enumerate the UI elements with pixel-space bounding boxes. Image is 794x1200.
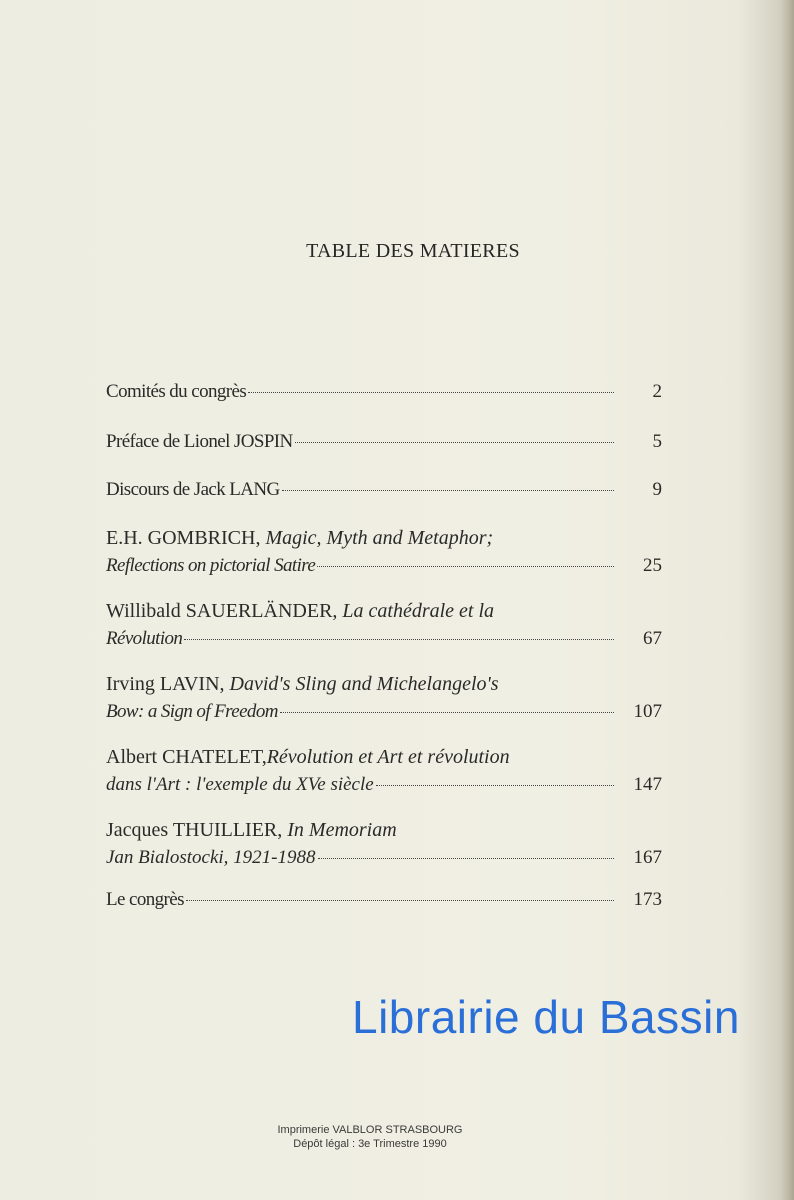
toc-entry-title-continued: Reflections on pictorial Satire <box>106 555 316 576</box>
page-title: TABLE DES MATIERES <box>306 240 520 262</box>
imprint <box>0 1123 740 1151</box>
toc-entry-title: La cathédrale et la <box>342 600 495 622</box>
toc-entry-discours <box>106 476 662 504</box>
dot-leader <box>317 566 614 567</box>
toc-page-number: 25 <box>643 555 662 576</box>
dot-leader <box>186 900 614 901</box>
toc-entry-lavin <box>106 670 662 726</box>
toc-entry-title-continued: Jan Bialostocki, 1921-1988 <box>106 847 316 868</box>
toc-page-number: 167 <box>633 847 662 868</box>
toc-page-number: 147 <box>633 774 662 795</box>
toc-entry-label: Comités du congrès <box>106 381 247 402</box>
toc-page-number: 67 <box>643 628 662 649</box>
toc-entry-title: David's Sling and Michelangelo's <box>229 673 499 695</box>
imprint-legal-deposit: Dépôt légal : 3e Trimestre 1990 <box>293 1138 447 1150</box>
page-edge-shadow <box>780 0 794 1200</box>
toc-page-number: 173 <box>633 889 662 910</box>
dot-leader <box>282 490 614 491</box>
dot-leader <box>318 858 615 859</box>
toc-page-number: 5 <box>652 431 662 452</box>
toc-entry-title-continued: Révolution <box>106 628 183 649</box>
imprint-printer: Imprimerie VALBLOR STRASBOURG <box>277 1124 463 1136</box>
toc-entry-author: Jacques THUILLIER, <box>106 819 283 841</box>
dot-leader <box>295 442 614 443</box>
toc-entry-sauerlander <box>106 597 662 653</box>
toc-entry-title: Magic, Myth and Metaphor; <box>265 527 494 549</box>
toc-entry-label: Le congrès <box>106 889 184 910</box>
dot-leader <box>376 785 614 786</box>
toc-entry-title: Révolution et Art et révolution <box>266 746 510 768</box>
toc-entry-le-congres <box>106 886 662 914</box>
toc-entry-comites <box>106 378 662 406</box>
toc-entry-thuillier <box>106 816 662 872</box>
toc-entry-author: Willibald SAUERLÄNDER, <box>106 600 338 622</box>
toc-page-number: 107 <box>633 701 662 722</box>
toc-entry-chatelet <box>106 743 662 799</box>
toc-entry-author: E.H. GOMBRICH, <box>106 527 261 549</box>
toc-entry-label: Préface de Lionel JOSPIN <box>106 431 293 452</box>
toc-entry-author: Irving LAVIN, <box>106 673 225 695</box>
toc-entry-title-continued: dans l'Art : l'exemple du XVe siècle <box>106 774 374 795</box>
toc-entry-gombrich <box>106 524 662 580</box>
dot-leader <box>184 639 614 640</box>
toc-entry-preface <box>106 428 662 456</box>
toc-entry-title-continued: Bow: a Sign of Freedom <box>106 701 278 722</box>
toc-entry-title: In Memoriam <box>287 819 397 841</box>
toc-page-number: 9 <box>652 479 662 500</box>
toc-page-number: 2 <box>652 381 662 402</box>
dot-leader <box>248 392 614 393</box>
toc-entry-label: Discours de Jack LANG <box>106 479 280 500</box>
dot-leader <box>280 712 614 713</box>
watermark-text: Librairie du Bassin <box>352 991 740 1043</box>
toc-entry-author: Albert CHATELET, <box>106 746 267 768</box>
